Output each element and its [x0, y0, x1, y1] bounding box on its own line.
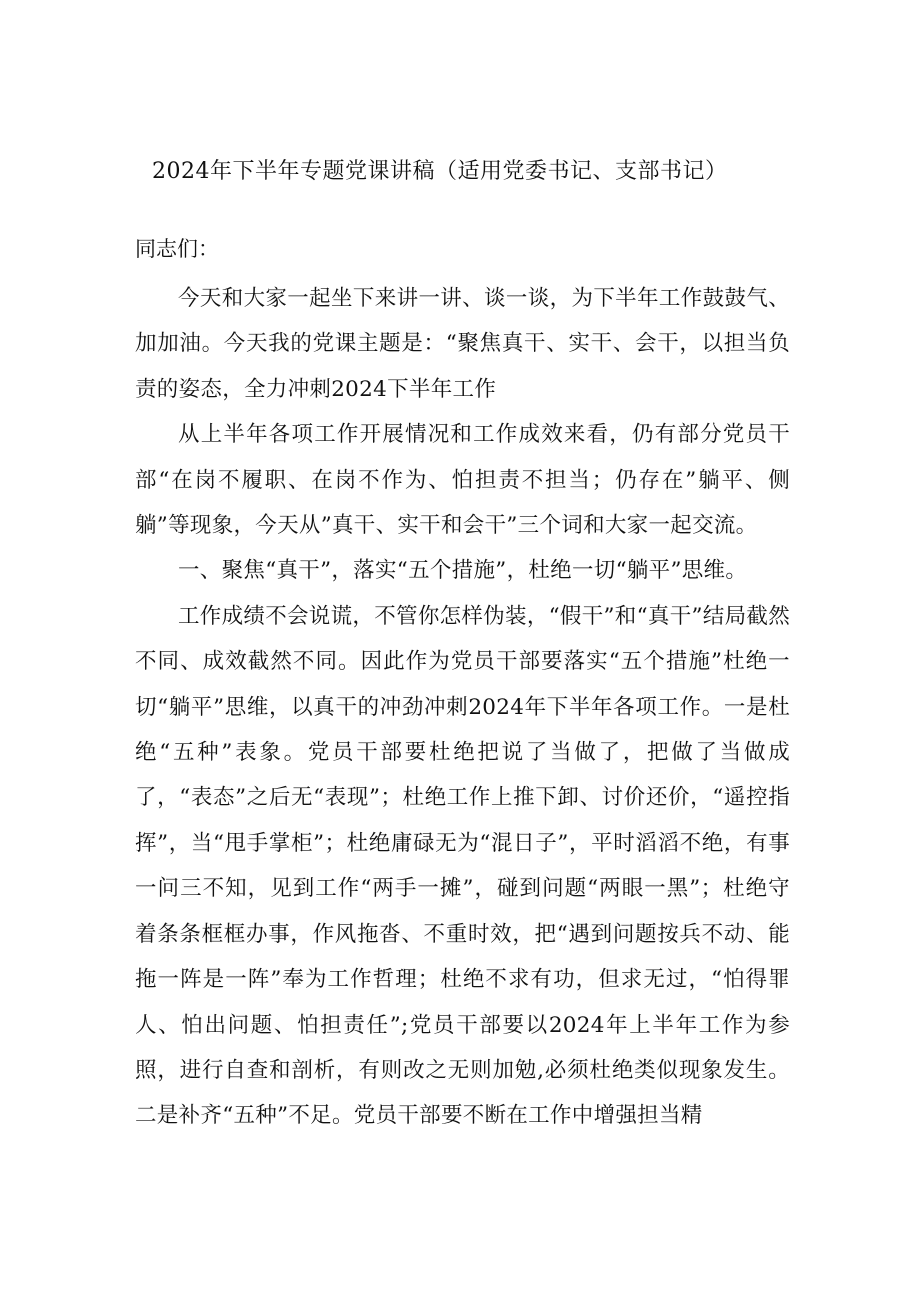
paragraph-intro: 今天和大家一起坐下来讲一讲、谈一谈，为下半年工作鼓鼓气、加加油。今天我的党课主题是：“聚焦真干、实干、会干，以担当负责的姿态，全力冲刺2024下半年工作	[135, 286, 790, 402]
section-heading-1: 一、聚焦“真干”，落实“五个措施”，杜绝一切“躺平”思维。	[178, 558, 748, 584]
salutation: 同志们：	[135, 237, 219, 261]
document-title: 2024年下半年专题党课讲稿（适用党委书记、支部书记）	[152, 159, 728, 184]
paragraph-context: 从上半年各项工作开展情况和工作成效来看，仍有部分党员干部“在岗不履职、在岗不作为、怕担责不担当；仍存在”躺平、侧躺”等现象，今天从”真干、实干和会干”三个词和大家一起交流。	[135, 422, 790, 539]
document-body	[135, 276, 790, 1139]
paragraph-section-1: 工作成绩不会说谎，不管你怎样伪装，“假干”和“真干”结局截然不同、成效截然不同。因此作为党员干部要落实“五个措施”杜绝一切“躺平”思维，以真干的冲劲冲刺2024年下半年各项工作。一是杜绝“五种”表象。党员干部要杜绝把说了当做了，把做了当做成了，“表态”之后无“表现”；杜绝工作上推下卸、讨价还价，“遥控指挥”，当“甩手掌柜”；杜绝庸碌无为“混日子”，平时滔滔不绝，有事一问三不知，见到工作“两手一摊”，碰到问题“两眼一黑”；杜绝守着条条框框办事，作风拖沓、不重时效，把“遇到问题按兵不动、能拖一阵是一阵”奉为工作哲理；杜绝不求有功，但求无过，“怕得罪人、怕出问题、怕担责任”;党员干部要以2024年上半年工作为参照，进行自查和剖析，有则改之无则加勉,必须杜绝类似现象发生。二是补齐“五种”不足。党员干部要不断在工作中增强担当精	[135, 603, 790, 1129]
